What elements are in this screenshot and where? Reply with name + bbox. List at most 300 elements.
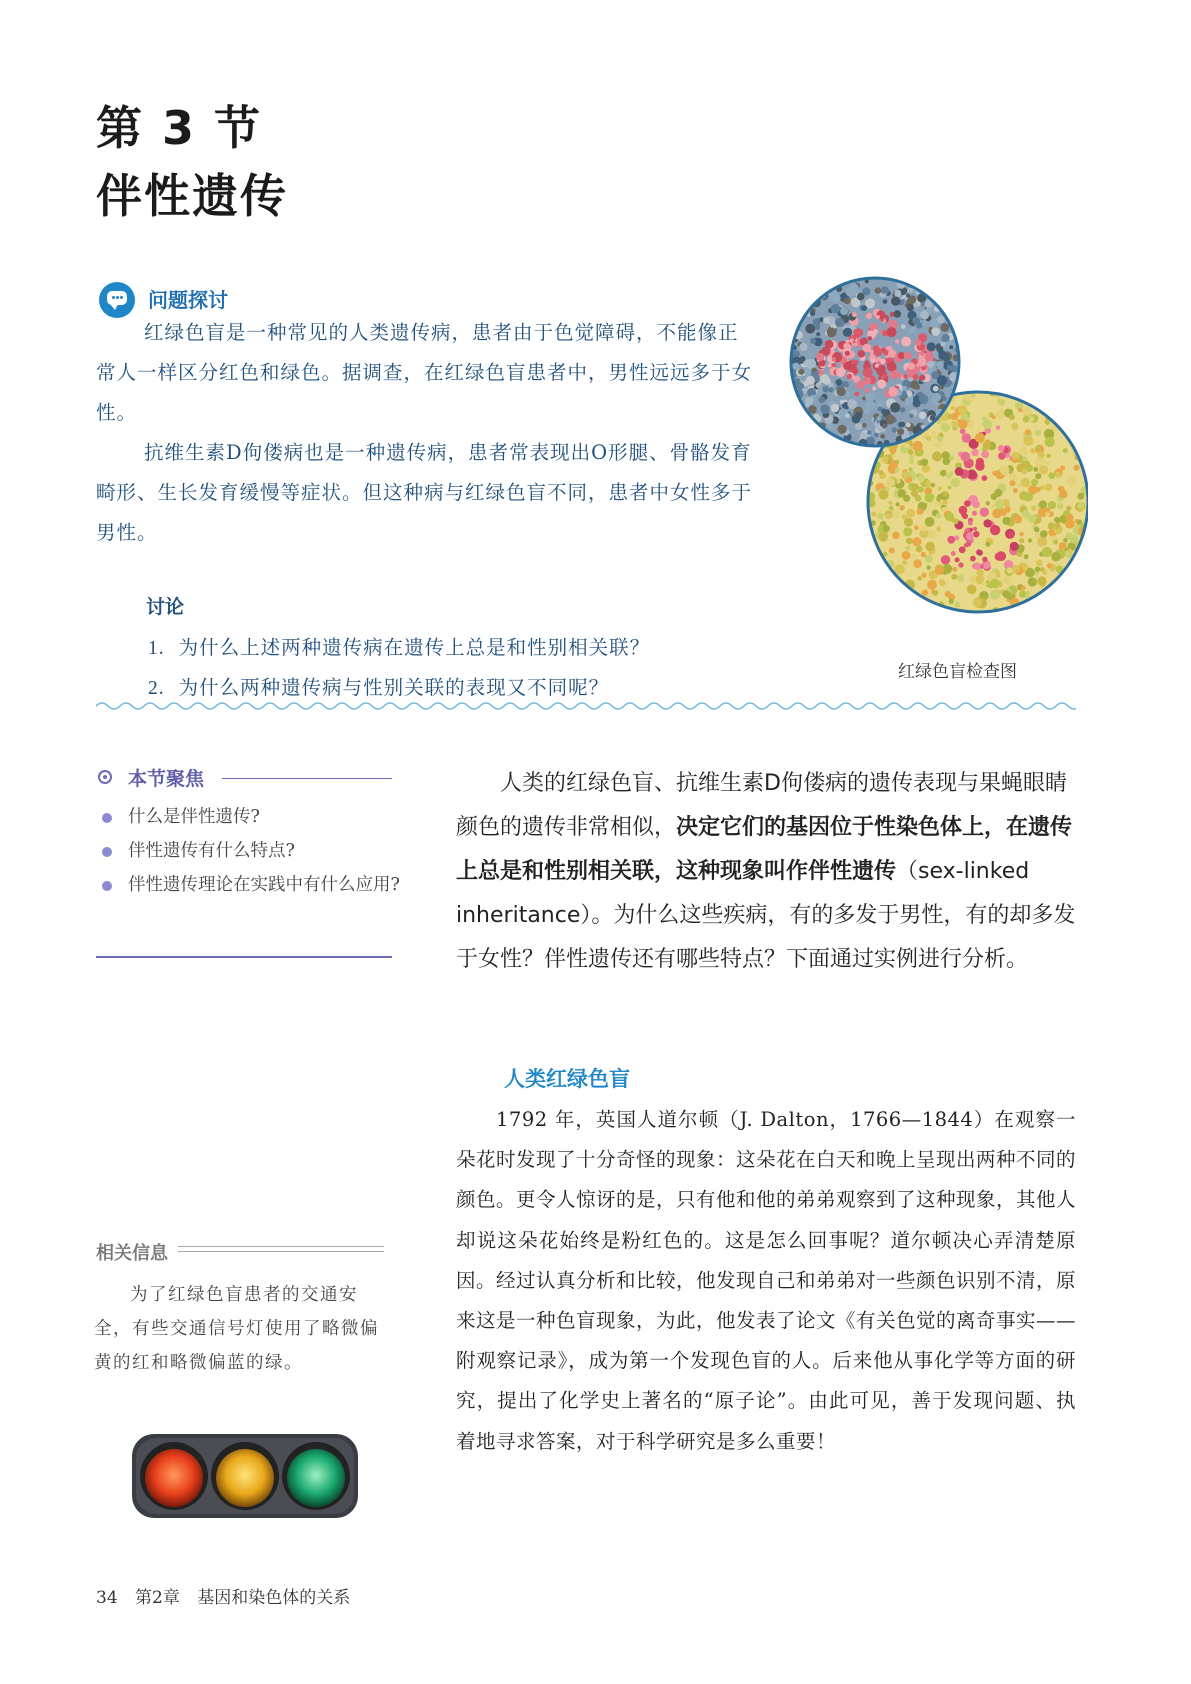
plate-dot <box>917 576 921 580</box>
plate-dot <box>1037 576 1046 585</box>
plate-dot <box>1023 457 1028 462</box>
plate-dot <box>955 467 964 476</box>
plate-dot <box>885 513 891 519</box>
plate-dot <box>1011 423 1018 430</box>
plate-dot <box>846 287 856 297</box>
plate-dot <box>964 500 971 507</box>
plate-dot <box>1002 517 1010 525</box>
plate-dot <box>1036 559 1043 566</box>
plate-dot <box>880 359 886 365</box>
plate-dot <box>907 304 914 311</box>
plate-dot <box>1033 467 1038 472</box>
plate-dot <box>969 471 977 479</box>
plate-dot <box>865 388 870 393</box>
plate-dot <box>951 551 956 556</box>
plate-dot <box>877 513 884 520</box>
plate-dot <box>927 580 937 590</box>
section-title: 伴性遗传 <box>96 169 288 223</box>
plate-dot <box>872 386 876 390</box>
plate-dot <box>943 564 953 574</box>
plate-dot <box>1045 512 1049 516</box>
plate-dot <box>879 470 884 475</box>
plate-dot <box>913 302 918 307</box>
plate-dot <box>972 501 980 509</box>
plate-dot <box>1019 532 1023 536</box>
plate-dot <box>906 538 913 545</box>
plate-dot <box>1066 477 1076 487</box>
plate-dot <box>887 327 897 337</box>
plate-dot <box>1012 452 1019 459</box>
plate-dot <box>983 419 993 429</box>
plate-dot <box>846 374 852 380</box>
plate-dot <box>882 424 887 429</box>
plate-dot <box>938 487 942 491</box>
plate-dot <box>968 521 973 526</box>
plate-dot <box>973 562 981 570</box>
plate-dot <box>820 374 829 383</box>
plate-dot <box>816 383 821 388</box>
plate-dot <box>919 411 927 419</box>
plate-dot <box>819 317 824 322</box>
plate-dot <box>1063 448 1068 453</box>
plate-dot <box>1045 420 1050 425</box>
plate-dot <box>925 542 935 552</box>
plate-dot <box>951 406 955 410</box>
plate-dot <box>948 486 952 490</box>
plate-dot <box>932 451 942 461</box>
plate-dot <box>876 366 885 375</box>
plate-dot <box>1045 437 1055 447</box>
yellow-light-icon <box>211 1442 279 1510</box>
chapter-number: 第2章 <box>135 1588 180 1608</box>
plate-dot <box>957 575 964 582</box>
plate-dot <box>895 339 900 344</box>
focus-title: 本节聚焦 <box>128 768 205 790</box>
plate-dot <box>931 590 935 594</box>
plate-dot <box>1045 507 1050 512</box>
plate-dot <box>908 363 915 370</box>
plate-dot <box>901 324 906 329</box>
plate-dot <box>840 307 848 315</box>
plate-dot <box>810 311 815 316</box>
plate-dot <box>972 511 977 516</box>
plate-dot <box>931 430 937 436</box>
plate-dot <box>835 318 844 327</box>
plate-dot <box>891 454 895 458</box>
plate-dot <box>855 392 860 397</box>
plate-dot <box>982 557 987 562</box>
plate-dot <box>890 402 900 412</box>
plate-dot <box>868 336 872 340</box>
plate-dot <box>863 376 871 384</box>
plate-dot <box>793 363 800 370</box>
plate-dot <box>995 553 1003 561</box>
plate-dot <box>990 525 1000 535</box>
plate-dot <box>855 412 862 419</box>
plate-dot <box>902 514 907 519</box>
plate-dot <box>895 564 905 574</box>
focus-item: 什么是伴性遗传? <box>100 800 400 834</box>
divider <box>96 956 392 958</box>
plate-dot <box>816 353 824 361</box>
plate-dot <box>843 328 852 337</box>
plate-dot <box>1002 590 1010 598</box>
plate-dot <box>881 288 887 294</box>
plate-dot <box>899 505 904 510</box>
plate-dot <box>1045 484 1053 492</box>
plate-dot <box>1056 565 1063 572</box>
problem-paragraph-1 <box>96 313 756 433</box>
plate-dot <box>996 425 1001 430</box>
plate-dot <box>831 404 840 413</box>
main-text-part1: 人类的红绿色盲、抗维生素D佝偻病的遗传表现与果蝇眼睛颜色的遗传非常相似， <box>456 771 1067 840</box>
figure-caption: 红绿色盲检查图 <box>898 662 1017 682</box>
problem-paragraph-2 <box>96 433 756 553</box>
plate-dot <box>876 400 882 406</box>
plate-dot <box>1055 472 1061 478</box>
main-paragraph <box>456 762 1076 982</box>
plate-dot <box>803 360 809 366</box>
plate-dot <box>932 393 941 402</box>
plate-dot <box>863 367 873 377</box>
plate-dot <box>894 290 901 297</box>
plate-dot <box>1066 506 1071 511</box>
plate-dot <box>914 525 919 530</box>
plate-dot <box>966 532 974 540</box>
plate-dot <box>897 428 904 435</box>
plate-dot <box>888 501 892 505</box>
plate-dot <box>990 579 1000 589</box>
plate-dot <box>962 433 971 442</box>
plate-dot <box>1020 585 1025 590</box>
plate-dot <box>975 433 985 443</box>
plate-dot <box>1054 517 1060 523</box>
divider <box>178 1251 384 1252</box>
question-text: 为什么两种遗传病与性别关联的表现又不同呢？ <box>178 676 610 699</box>
plate-dot <box>1022 407 1031 416</box>
plate-dot <box>1003 575 1012 584</box>
plate-dot <box>1024 554 1029 559</box>
plate-dot <box>1009 473 1017 481</box>
plate-dot <box>861 305 867 311</box>
plate-dot <box>1021 478 1030 487</box>
main-text-part2: （sex-linked inheritance）。为什么这些疾病，有的多发于男性，有的却多发于女性？伴性遗传还有哪些特点？下面通过实例进行分析。 <box>456 859 1076 972</box>
plate-dot <box>896 502 900 506</box>
plate-dot <box>992 471 997 476</box>
plate-dot <box>874 433 879 438</box>
plate-dot <box>990 590 1000 600</box>
green-light-icon <box>282 1442 350 1510</box>
plate-dot <box>935 566 944 575</box>
plate-dot <box>1028 577 1037 586</box>
plate-dot <box>875 364 879 368</box>
plate-dot <box>955 602 961 608</box>
plate-dot <box>1077 493 1084 500</box>
plate-dot <box>902 386 907 391</box>
color-blindness-test-plates <box>788 276 1088 636</box>
plate-dot <box>816 332 820 336</box>
plate-dot <box>975 461 984 470</box>
plate-dot <box>1048 472 1055 479</box>
plate-dot <box>1057 503 1063 509</box>
plate-dot <box>943 492 948 497</box>
question-text: 为什么上述两种遗传病在遗传上总是和性别相关联？ <box>178 636 651 659</box>
plate-dot <box>951 413 958 420</box>
plate-dot <box>878 532 888 542</box>
plate-dot <box>925 555 933 563</box>
plate-dot <box>1030 448 1035 453</box>
main-text-bold: 决定它们的基因位于性染色体上，在遗传上总是和性别相关联，这种现象叫作伴性遗传 <box>456 815 1073 884</box>
plate-dot <box>1019 538 1024 543</box>
plate-dot <box>973 527 977 531</box>
plate-dot <box>909 467 913 471</box>
divider <box>178 1246 384 1247</box>
plate-dot <box>1019 447 1028 456</box>
plate-dot <box>912 484 919 491</box>
plate-dot <box>1035 430 1042 437</box>
plate-dot <box>949 455 954 460</box>
plate-dot <box>936 361 944 369</box>
plate-dot <box>1034 527 1040 533</box>
dalton-story <box>456 1100 1076 1462</box>
plate-dot <box>902 551 911 560</box>
plate-dot <box>810 338 816 344</box>
plate-dot <box>920 311 929 320</box>
plate-dot <box>876 315 880 319</box>
plate-dot <box>931 483 936 488</box>
plate-dot <box>887 362 897 372</box>
plate-dot <box>921 573 926 578</box>
related-info-text <box>94 1278 386 1380</box>
plate-dot <box>901 337 911 347</box>
wavy-divider <box>96 700 1076 712</box>
plate-dot <box>805 403 810 408</box>
page-footer <box>96 1583 362 1608</box>
plate-dot <box>902 560 907 565</box>
plate-dot <box>827 328 837 338</box>
plate-dot <box>913 559 922 568</box>
plate-dot <box>871 512 876 517</box>
plate-dot <box>1077 520 1082 525</box>
plate-dot <box>894 310 902 318</box>
plate-dot <box>942 334 950 342</box>
problem-paragraph-2-text: 抗维生素D佝偻病也是一种遗传病，患者常表现出O形腿、骨骼发育畸形、生长发育缓慢等症状。但这种病与红绿色盲不同，患者中女性多于男性。 <box>96 441 753 544</box>
plate-dot <box>845 351 850 356</box>
plate-dot <box>838 425 847 434</box>
question-number: 2. <box>148 678 165 699</box>
page-number: 34 <box>96 1588 118 1608</box>
plate-dot <box>958 562 963 567</box>
plate-dot <box>906 546 910 550</box>
plate-dot <box>921 459 928 466</box>
plate-dot <box>940 341 945 346</box>
plate-dot <box>928 530 936 538</box>
traffic-light-image <box>130 1432 360 1520</box>
plate-dot <box>1024 492 1033 501</box>
plate-dot <box>879 490 889 500</box>
plate-dot <box>831 304 840 313</box>
plate-dot <box>1012 565 1020 573</box>
plate-dot <box>995 410 1004 419</box>
plate-dot <box>1036 445 1041 450</box>
plate-dot <box>1040 530 1048 538</box>
plate-dot <box>1031 479 1038 486</box>
plate-dot <box>864 360 869 365</box>
plate-dot <box>918 474 924 480</box>
plate-dot <box>901 471 909 479</box>
plate-dot <box>998 452 1006 460</box>
plate-dot <box>1078 502 1084 508</box>
plate-dot <box>903 374 908 379</box>
plate-dot <box>983 441 992 450</box>
plate-dot <box>925 352 934 361</box>
plate-dot <box>862 423 867 428</box>
plate-dot <box>866 313 872 319</box>
plate-dot <box>1045 461 1050 466</box>
plate-dot <box>980 508 989 517</box>
plate-dot <box>895 460 899 464</box>
section-number: 第 3 节 <box>96 101 263 155</box>
plate-dot <box>983 476 987 480</box>
plate-dot <box>888 350 896 358</box>
plate-dot <box>898 489 907 498</box>
plate-dot <box>915 339 922 346</box>
plate-dot <box>836 368 845 377</box>
plate-dot <box>875 287 881 293</box>
plate-dot <box>842 381 849 388</box>
plate-dot <box>925 517 935 527</box>
plate-dot <box>851 359 856 364</box>
related-info-title: 相关信息 <box>96 1243 168 1264</box>
plate-dot <box>977 550 983 556</box>
plate-dot <box>883 299 888 304</box>
plate-dot <box>967 585 977 595</box>
plate-dot <box>970 556 976 562</box>
plate-dot <box>1035 567 1041 573</box>
chapter-title: 基因和染色体的关系 <box>197 1588 351 1608</box>
plate-dot <box>837 387 846 396</box>
plate-dot <box>880 434 885 439</box>
plate-dot <box>935 501 940 506</box>
plate-dot <box>1046 454 1051 459</box>
plate-dot <box>904 352 912 360</box>
problem-paragraph-1-text: 红绿色盲是一种常见的人类遗传病，患者由于色觉障碍，不能像正常人一样区分红色和绿色。据调查，在红绿色盲患者中，男性远远多于女性。 <box>96 321 753 424</box>
plate-dot <box>927 342 936 351</box>
plate-dot <box>959 506 968 515</box>
red-light-icon <box>140 1442 208 1510</box>
plate-dot <box>966 542 971 547</box>
plate-dot <box>905 397 914 406</box>
plate-dot <box>1009 480 1015 486</box>
plate-dot <box>892 532 900 540</box>
plate-dot <box>912 441 922 451</box>
plate-dot <box>1047 563 1052 568</box>
plate-dot <box>889 506 894 511</box>
plate-dot <box>1059 490 1067 498</box>
plate-dot <box>947 536 955 544</box>
plate-dot <box>1054 523 1060 529</box>
plate-dot <box>921 552 927 558</box>
focus-item: 伴性遗传有什么特点? <box>100 834 400 868</box>
focus-item: 伴性遗传理论在实践中有什么应用? <box>100 868 400 902</box>
discussion-question-2 <box>148 672 609 700</box>
plate-dot <box>873 345 880 352</box>
plate-dot <box>892 510 900 518</box>
plate-dot <box>1028 538 1032 542</box>
plate-dot <box>973 531 979 537</box>
plate-dot <box>909 455 914 460</box>
plate-dot <box>941 555 951 565</box>
plate-dot <box>983 519 991 527</box>
plate-dot <box>910 327 916 333</box>
question-number: 1. <box>148 638 165 659</box>
plate-dot <box>1042 547 1052 557</box>
plate-dot <box>927 360 934 367</box>
plate-dot <box>906 423 911 428</box>
plate-dot <box>918 358 927 367</box>
plate-dot <box>891 297 900 306</box>
plate-dot <box>870 358 875 363</box>
plate-dot <box>903 527 912 536</box>
plate-dot <box>1013 488 1018 493</box>
plate-dot <box>922 589 928 595</box>
discussion-label: 讨论 <box>146 596 185 618</box>
plate-dot <box>926 565 930 569</box>
plate-dot <box>1002 499 1009 506</box>
plate-dot <box>1019 591 1026 598</box>
plate-dot <box>858 350 865 357</box>
plate-dot <box>996 573 1001 578</box>
plate-dot <box>913 399 921 407</box>
plate-dot <box>1009 414 1015 420</box>
plate-dot <box>950 365 957 372</box>
plate-dot <box>945 591 951 597</box>
plate-dot <box>951 574 957 580</box>
plate-dot <box>949 345 953 349</box>
plate-dot <box>843 362 852 371</box>
plate-dot <box>877 379 886 388</box>
plate-dot <box>882 456 889 463</box>
plate-dot <box>937 436 943 442</box>
plate-dot <box>925 493 934 502</box>
related-info-body: 为了红绿色盲患者的交通安全，有些交通信号灯使用了略微偏黄的红和略微偏蓝的绿。 <box>94 1285 379 1373</box>
plate-dot <box>1028 514 1037 523</box>
plate-dot <box>940 423 950 433</box>
plate-dot <box>935 442 942 449</box>
plate-dot <box>819 397 826 404</box>
plate-dot <box>847 399 857 409</box>
plate-dot <box>941 353 949 361</box>
plate-dot <box>936 527 941 532</box>
plate-dot <box>971 449 978 456</box>
plate-dot <box>975 575 984 584</box>
plate-dot <box>949 599 954 604</box>
plate-dot <box>899 422 905 428</box>
plate-dot <box>799 343 807 351</box>
plate-dot <box>910 380 919 389</box>
plate-dot <box>886 477 895 486</box>
target-icon <box>98 770 112 784</box>
plate-dot <box>973 599 982 608</box>
plate-dot <box>823 317 829 323</box>
plate-dot <box>912 537 921 546</box>
plate-dot <box>822 386 828 392</box>
plate-dot <box>937 316 945 324</box>
plate-dot <box>958 405 968 415</box>
plate-dot <box>905 443 910 448</box>
plate-dot <box>931 327 940 336</box>
plate-dot <box>832 357 836 361</box>
